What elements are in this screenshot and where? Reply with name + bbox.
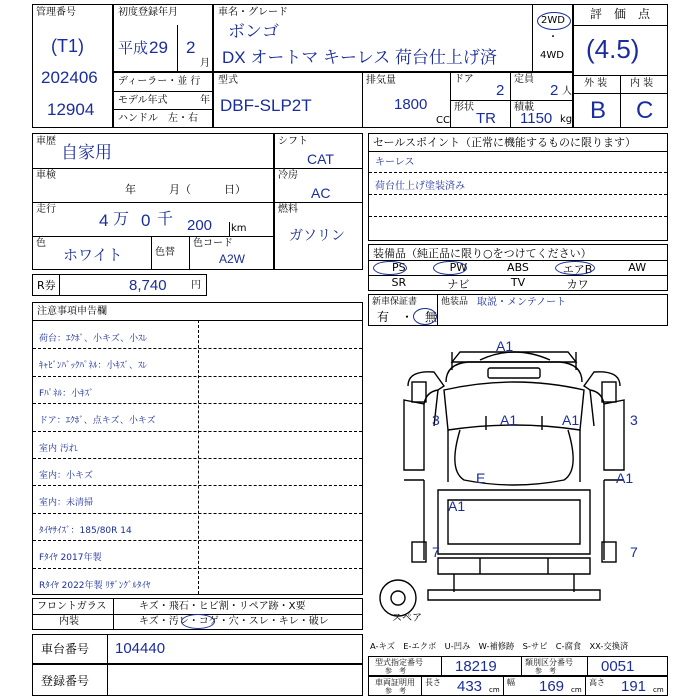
other-equipment-value: 取説・メンテノート — [477, 297, 566, 308]
displacement-unit: CC — [436, 115, 450, 126]
interior-condition-label: 内装 — [59, 616, 79, 627]
class-number-label: 類別区分番号 — [525, 658, 573, 667]
damage-mark: A1 — [562, 412, 580, 428]
class-number-ref: 参 考 — [535, 667, 556, 675]
color-code-label: 色コード — [193, 238, 233, 249]
spare-label: スペア — [392, 613, 422, 624]
width-value: 169 — [539, 678, 565, 695]
damage-mark: 7 — [432, 544, 440, 560]
color-value: ホワイト — [63, 247, 123, 264]
type-designation-box — [368, 656, 668, 676]
ac-label: 冷房 — [278, 170, 298, 181]
doors-value: 2 — [496, 82, 505, 99]
equipment-item: TV — [510, 276, 526, 289]
load-label: 積載 — [514, 102, 534, 113]
history-label: 車歴 — [36, 136, 56, 147]
no-warranty-circle — [413, 308, 437, 325]
height-unit: cm — [653, 686, 664, 694]
dealer-label: ディーラー・並 行 — [118, 76, 201, 87]
car-name-label: 車名・グレード — [218, 7, 288, 18]
displacement-value: 1800 — [394, 96, 428, 113]
dimensions-box — [368, 676, 668, 696]
recycle-amount: 8,740 — [129, 277, 167, 294]
drive-separator: ・ — [548, 32, 558, 43]
interior-score: C — [636, 97, 654, 124]
mileage-man: 4 — [99, 211, 109, 230]
equipment-item: ABS — [507, 261, 529, 274]
equipment-item: PS — [391, 261, 406, 274]
inspection-label: 車検 — [36, 170, 56, 181]
other-equipment-label: 他装品 — [441, 297, 469, 307]
damage-mark: 3 — [630, 412, 638, 428]
sales-points-label: セールスポイント（正常に機能するものに限ります） — [373, 136, 637, 149]
chassis-label: 車台番号 — [41, 642, 90, 656]
sales-point-1: キーレス — [375, 157, 415, 168]
length-label: 長さ — [425, 678, 441, 687]
inspection-template: 年 月（ 日） — [125, 183, 246, 196]
ac-value: AC — [311, 185, 331, 201]
mileage-sen: 0 — [141, 211, 151, 230]
type-designation-ref: 参 考 — [385, 667, 406, 675]
chassis-value: 104440 — [115, 640, 166, 657]
mileage-label: 走行 — [36, 204, 56, 215]
recycle-unit: 円 — [191, 280, 201, 291]
interior-condition-value: キズ・汚レ・コゲ・穴・スレ・キレ・破レ — [139, 616, 329, 627]
windshield-label: フロントガラス — [37, 601, 107, 612]
mileage-rest: 200 — [187, 217, 213, 234]
note-item: ｷｬﾋﾞﾝﾊﾞｯｸﾊﾟﾈﾙ：小ｷｽﾞ、ｽﾚ — [39, 361, 148, 372]
load-value: 1150 — [520, 110, 553, 127]
airbag-circle — [555, 261, 595, 275]
height-label: 高さ — [589, 678, 605, 687]
damage-mark: A1 — [496, 338, 514, 354]
sales-point-2: 荷台仕上げ塗装済み — [375, 181, 465, 192]
mileage-man-unit: 万 — [113, 211, 130, 228]
note-item: 室内：小キズ — [39, 471, 93, 481]
note-item: 荷台：ｴｸﾎﾞ、小キズ、小ｽﾚ — [39, 334, 148, 344]
management-number-2: 12904 — [47, 100, 95, 119]
equipment-item: SR — [391, 276, 407, 289]
height-value: 191 — [621, 678, 647, 695]
equipment-item: AW — [628, 261, 647, 274]
color-label: 色 — [36, 238, 46, 249]
registration-label: 登録番号 — [41, 674, 90, 688]
exterior-label: 外 装 — [584, 78, 608, 89]
equipment-item: エアB — [562, 263, 593, 276]
length-unit: cm — [489, 686, 500, 694]
class-number-value: 0051 — [601, 658, 635, 675]
length-value: 433 — [457, 678, 483, 695]
damage-mark: 3 — [432, 412, 440, 428]
interior-label: 内 装 — [630, 78, 654, 89]
management-label: 管理番号 — [36, 7, 76, 18]
rating-score: (4.5) — [586, 34, 640, 64]
condition-box — [32, 598, 363, 630]
grade: DX オートマ キーレス 荷台仕上げ済 — [222, 48, 497, 67]
shape-value: TR — [476, 110, 496, 127]
fuel-label: 燃料 — [278, 204, 298, 215]
management-box — [32, 4, 113, 128]
model-value: DBF-SLP2T — [220, 96, 312, 115]
shape-label: 形状 — [454, 102, 474, 113]
history-box — [32, 133, 274, 270]
note-item: ドア：ｴｸﾎﾞ、点キズ、小キズ — [39, 416, 156, 427]
shift-value: CAT — [307, 151, 334, 167]
note-item: Rﾀｲﾔ 2022年製 ﾘｻﾞﾝｸﾞﾙﾀｲﾔ — [39, 580, 151, 591]
recycle-box — [32, 274, 207, 296]
model-year-label: モデル年式 — [118, 95, 168, 106]
damage-mark: A1 — [448, 498, 466, 514]
shift-label: シフト — [278, 136, 308, 147]
specs-box — [213, 72, 573, 128]
color-change-label: 色替 — [155, 247, 175, 258]
rating-label: 評 価 点 — [590, 7, 651, 21]
pw-circle — [433, 261, 467, 275]
shift-box — [274, 133, 363, 270]
doors-label: ドア — [454, 74, 474, 85]
damage-mark: A1 — [616, 470, 634, 486]
equipment-item: カワ — [566, 278, 589, 291]
width-unit: cm — [571, 686, 582, 694]
damage-mark: A1 — [500, 412, 518, 428]
model-year-unit: 年 — [200, 95, 210, 106]
drive-2wd: 2WD — [541, 15, 565, 26]
note-item: Fﾊﾟﾈﾙ：小ｷｽﾞ — [39, 388, 94, 399]
rating-box — [573, 4, 668, 128]
equipment-box — [368, 244, 668, 291]
car-name: ボンゴ — [228, 22, 279, 41]
windshield-value: キズ・飛石・ヒビ割・リペア跡・X要 — [139, 601, 306, 612]
load-unit: kg — [560, 114, 573, 125]
era: 平成 — [118, 40, 149, 57]
width-label: 幅 — [507, 678, 515, 687]
capacity-value: 2 — [550, 82, 559, 99]
warranty-value: 有 ・ 無 — [377, 310, 438, 324]
type-designation-value: 18219 — [455, 658, 497, 675]
notes-label: 注意事項申告欄 — [37, 306, 107, 317]
car-name-box — [213, 4, 573, 72]
first-registration-label: 初度登録年月 — [118, 7, 178, 18]
equipment-label: 装備品（純正品に限り○をつけてください） — [373, 247, 592, 260]
damage-mark: E — [476, 470, 486, 486]
sales-points-box — [368, 133, 668, 241]
warranty-box — [368, 294, 668, 326]
note-item: Fﾀｲﾔ 2017年製 — [39, 553, 102, 564]
month-unit: 月 — [200, 58, 210, 69]
chassis-box — [32, 634, 363, 664]
damage-mark: 7 — [630, 544, 638, 560]
notes-box — [32, 302, 363, 595]
equipment-item: PW — [449, 261, 468, 274]
drive-4wd: 4WD — [540, 50, 564, 61]
fuel-value: ガソリン — [289, 227, 345, 243]
note-item: 室内 汚れ — [39, 443, 78, 454]
note-item: 室内：未清掃 — [39, 498, 94, 509]
model-label: 型式 — [218, 75, 238, 86]
warranty-label: 新車保証書 — [372, 297, 418, 307]
management-code: (T1) — [51, 36, 84, 56]
mileage-sen-unit: 千 — [157, 211, 174, 228]
recycle-label: R券 — [37, 279, 56, 292]
exterior-score: B — [590, 97, 607, 124]
cert-label: 車両証明用 — [375, 678, 415, 687]
equipment-item: ナビ — [447, 278, 470, 291]
dirt-circle — [181, 614, 215, 629]
registration-box — [32, 664, 363, 696]
dealer-box — [113, 72, 213, 128]
first-registration-month: 2 — [186, 38, 196, 57]
type-designation-label: 型式指定番号 — [375, 658, 423, 667]
damage-legend: A-キズ E-エクボ U-凹み W-補修跡 S-サビ C-腐食 XX-交換済 — [370, 641, 629, 651]
ps-circle — [373, 261, 407, 275]
history-value: 自家用 — [61, 143, 112, 162]
handle-label: ハンドル 左・右 — [118, 113, 198, 124]
capacity-label: 定員 — [514, 74, 534, 85]
first-registration-box — [113, 4, 213, 72]
note-item: ﾀｲﾔｻｲｽﾞ：185/80R 14 — [39, 525, 132, 536]
capacity-unit: 人 — [562, 86, 572, 97]
displacement-label: 排気量 — [366, 75, 396, 86]
color-code-value: A2W — [219, 252, 246, 266]
mileage-unit: km — [231, 223, 247, 234]
cert-ref: 参 考 — [385, 687, 406, 695]
management-number-1: 202406 — [41, 68, 98, 87]
first-registration-year: 29 — [149, 38, 168, 57]
